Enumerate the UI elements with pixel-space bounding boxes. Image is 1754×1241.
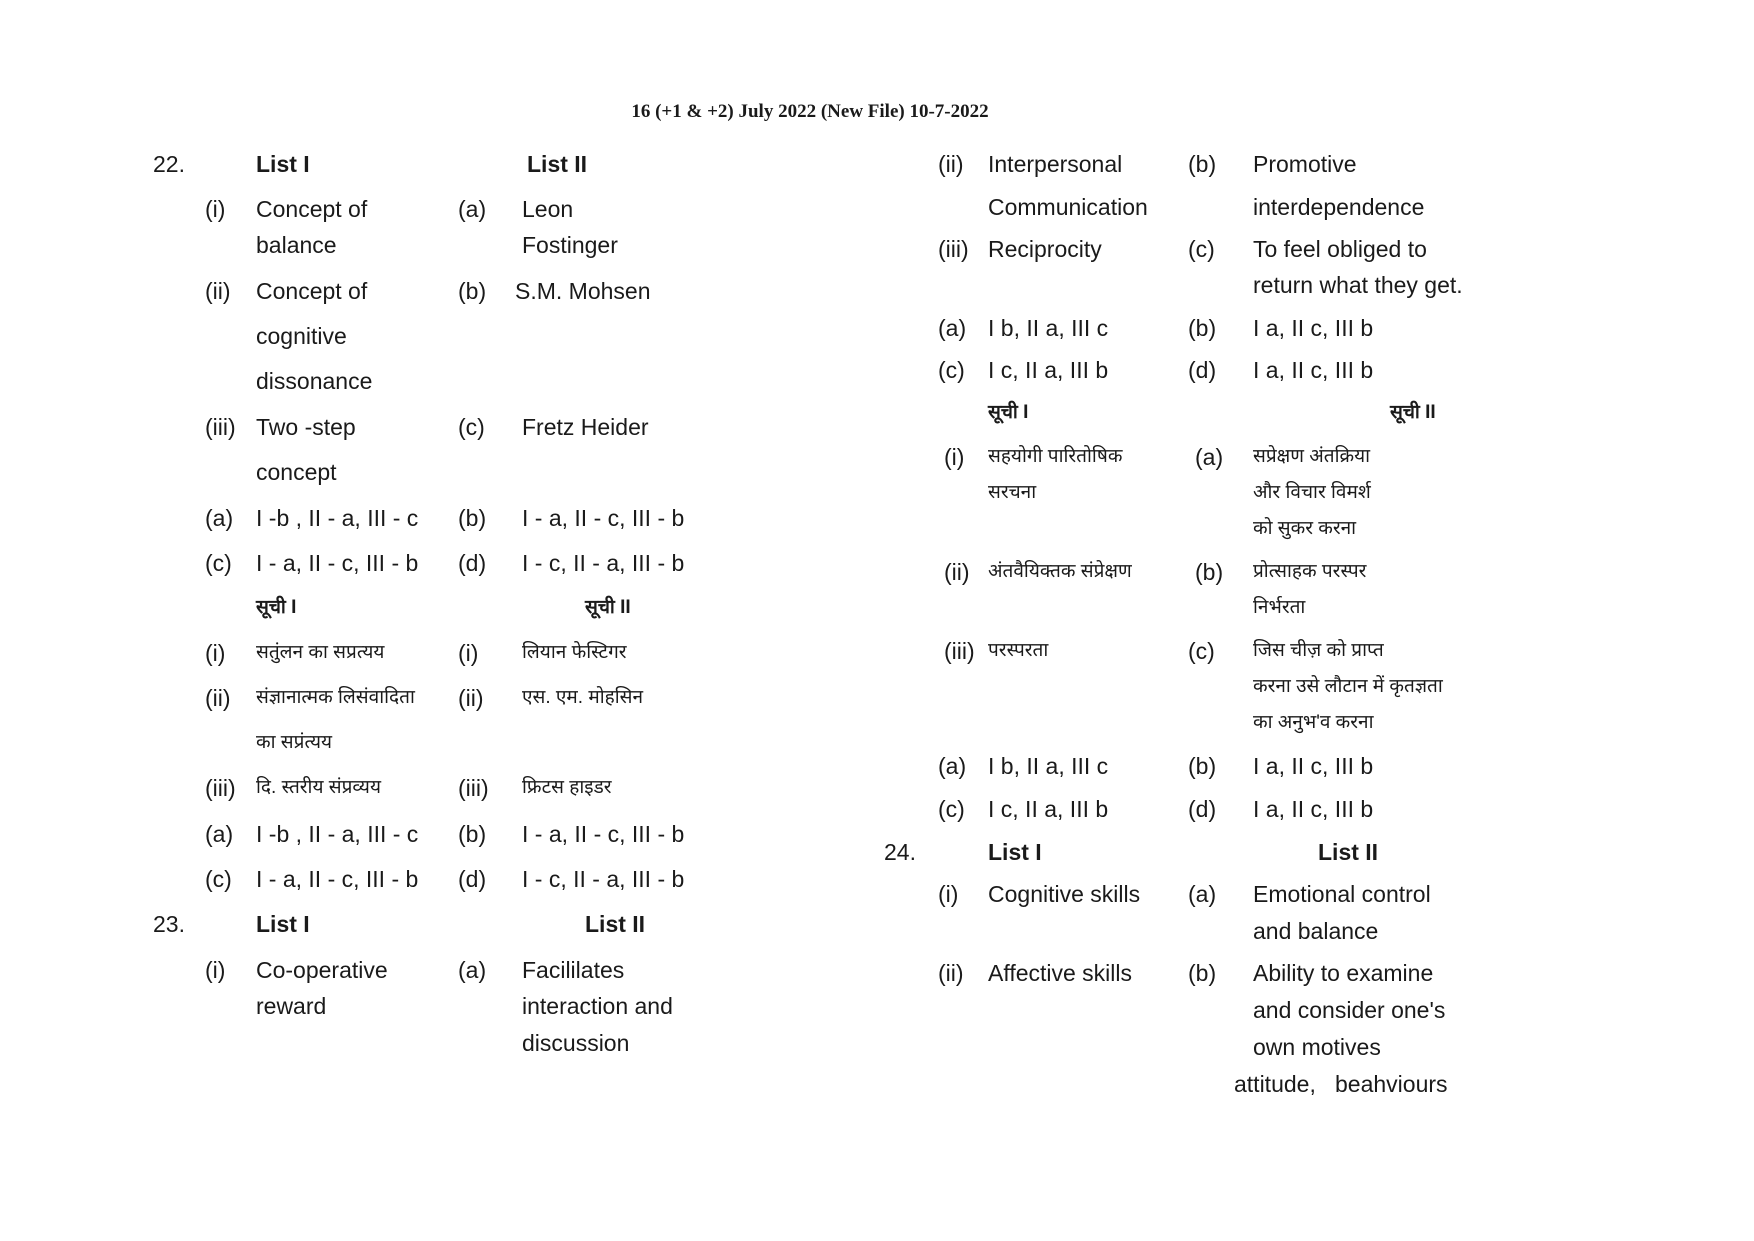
q22-hindi-option-c-label: (c) — [205, 866, 232, 892]
q22-option-d-text: I - c, II - a, III - b — [522, 550, 685, 576]
q23-hindi-item-1-list2-line: और विचार विमर्श — [1253, 482, 1371, 503]
q23-hindi-item-3-roman: (iii) — [944, 638, 975, 664]
q22-hindi-item-2-letter: (ii) — [458, 685, 484, 711]
q23-hindi-item-1-list1-line: सहयोगी पारितोषिक — [988, 446, 1123, 467]
q24-item-1-letter: (a) — [1188, 881, 1217, 907]
q22-item-1-roman: (i) — [205, 196, 226, 222]
q22-hindi-item-1-letter: (i) — [458, 640, 479, 666]
q23-item-1-list2-line: Facililates — [522, 957, 625, 983]
q23-item-3-list2-line: To feel obliged to — [1253, 236, 1427, 262]
q23-hindi-item-1-letter: (a) — [1195, 444, 1224, 470]
q22-item-3-list1-line: Two -step — [256, 414, 356, 440]
q22-item-3-list1-line: concept — [256, 459, 337, 485]
q22-hindi-option-d-label: (d) — [458, 866, 487, 892]
q23-hindi-option-d-label: (d) — [1188, 796, 1217, 822]
q23-hindi-item-1-list2-line: को सुकर करना — [1253, 518, 1357, 539]
q23-hindi-item-3-letter: (c) — [1188, 638, 1215, 664]
q23-hindi-item-2-letter: (b) — [1195, 559, 1224, 585]
q23-hindi-option-c-label: (c) — [938, 796, 965, 822]
q23-hindi-list2-heading: सूची II — [1390, 402, 1436, 423]
q22-list2-heading: List II — [527, 151, 588, 177]
q23-hindi-option-b-label: (b) — [1188, 753, 1217, 779]
q23-hindi-option-d-text: I a, II c, III b — [1253, 796, 1374, 822]
q23-item-1-letter: (a) — [458, 957, 487, 983]
q22-hindi-item-1-roman: (i) — [205, 640, 226, 666]
q23-item-3-list1-line: Reciprocity — [988, 236, 1102, 262]
q23-item-1-list1-line: reward — [256, 993, 327, 1019]
q23-hindi-item-2-list1-line: अंतवैयिक्तक संप्रेक्षण — [988, 561, 1132, 582]
q22-option-a-label: (a) — [205, 505, 234, 531]
q23-option-a-text: I b, II a, III c — [988, 315, 1109, 341]
q23-option-d-label: (d) — [1188, 357, 1217, 383]
q22-hindi-item-3-roman: (iii) — [205, 775, 236, 801]
q23-option-a-label: (a) — [938, 315, 967, 341]
q23-option-c-text: I c, II a, III b — [988, 357, 1109, 383]
q23-item-2-list2-line: interdependence — [1253, 194, 1425, 220]
q23-option-b-label: (b) — [1188, 315, 1217, 341]
q22-hindi-item-2-roman: (ii) — [205, 685, 231, 711]
q22-hindi-item-1-list1-line: सतुंलन का सप्रत्यय — [256, 642, 385, 663]
q23-hindi-option-b-text: I a, II c, III b — [1253, 753, 1374, 779]
question-23-number: 23. — [153, 911, 185, 937]
q22-hindi-list2-heading: सूची II — [585, 597, 631, 618]
q23-item-2-list2-line: Promotive — [1253, 151, 1357, 177]
q22-item-3-letter: (c) — [458, 414, 485, 440]
q22-hindi-item-2-list1-line: का सप्रंत्यय — [256, 732, 332, 753]
q23-hindi-item-3-list2-line: का अनुभ'व करना — [1253, 712, 1374, 733]
q23-hindi-item-3-list2-line: करना उसे लौटान में कृतज्ञता — [1253, 676, 1443, 697]
q24-item-2-roman: (ii) — [938, 960, 964, 986]
q23-item-1-roman: (i) — [205, 957, 226, 983]
q23-hindi-item-3-list1-line: परस्परता — [988, 640, 1049, 661]
q22-hindi-option-a-label: (a) — [205, 821, 234, 847]
q23-hindi-item-2-roman: (ii) — [944, 559, 970, 585]
q24-item-2-list2-line: and consider one's — [1253, 997, 1446, 1023]
q22-item-2-roman: (ii) — [205, 278, 231, 304]
q22-item-1-letter: (a) — [458, 196, 487, 222]
q22-option-b-label: (b) — [458, 505, 487, 531]
q23-item-2-list1-line: Communication — [988, 194, 1148, 220]
q22-hindi-item-3-list1-line: दि. स्तरीय संप्रव्यय — [256, 777, 381, 798]
q22-item-3-list2-line: Fretz Heider — [522, 414, 649, 440]
q22-list1-heading: List I — [256, 151, 310, 177]
q23-hindi-item-2-list2-line: प्रोत्साहक परस्पर — [1253, 561, 1367, 582]
q22-hindi-option-b-label: (b) — [458, 821, 487, 847]
q23-option-b-text: I a, II c, III b — [1253, 315, 1374, 341]
question-24-number: 24. — [884, 839, 916, 865]
q22-item-1-list2-line: Fostinger — [522, 232, 618, 258]
q22-hindi-option-a-text: I -b , II - a, III - c — [256, 821, 419, 847]
q23-item-1-list2-line: discussion — [522, 1030, 630, 1056]
q23-hindi-item-2-list2-line: निर्भरता — [1253, 597, 1306, 618]
q22-item-2-list1-line: dissonance — [256, 368, 373, 394]
q23-option-d-text: I a, II c, III b — [1253, 357, 1374, 383]
q23-list1-heading: List I — [256, 911, 310, 937]
q23-item-2-letter: (b) — [1188, 151, 1217, 177]
q22-item-1-list1-line: balance — [256, 232, 337, 258]
q24-item-2-letter: (b) — [1188, 960, 1217, 986]
q23-item-1-list2-line: interaction and — [522, 993, 673, 1019]
q23-item-2-list1-line: Interpersonal — [988, 151, 1123, 177]
q22-hindi-list1-heading: सूची I — [256, 597, 297, 618]
q24-item-1-list2-line: and balance — [1253, 918, 1379, 944]
q23-option-c-label: (c) — [938, 357, 965, 383]
q22-option-b-text: I - a, II - c, III - b — [522, 505, 685, 531]
q22-hindi-item-2-list1-line: संज्ञानात्मक लिसंवादिता — [256, 687, 415, 708]
q23-list2-heading: List II — [585, 911, 646, 937]
q24-item-2-list2-line: Ability to examine — [1253, 960, 1434, 986]
q24-item-2-list1-line: Affective skills — [988, 960, 1133, 986]
q22-item-2-letter: (b) — [458, 278, 487, 304]
q24-list2-heading: List II — [1318, 839, 1379, 865]
q23-hindi-item-1-list2-line: सप्रेक्षण अंतक्रिया — [1253, 446, 1371, 467]
q22-option-d-label: (d) — [458, 550, 487, 576]
q23-hindi-list1-heading: सूची I — [988, 402, 1029, 423]
q22-item-1-list2-line: Leon — [522, 196, 574, 222]
q22-item-2-list2-line: S.M. Mohsen — [515, 278, 651, 304]
q24-list1-heading: List I — [988, 839, 1042, 865]
q23-hindi-item-1-list1-line: सरचना — [988, 482, 1037, 503]
q22-option-a-text: I -b , II - a, III - c — [256, 505, 419, 531]
q22-hindi-item-1-list2-line: लियान फेस्टिगर — [522, 642, 627, 663]
q22-hindi-option-c-text: I - a, II - c, III - b — [256, 866, 419, 892]
question-22-number: 22. — [153, 151, 185, 177]
page-header: 16 (+1 & +2) July 2022 (New File) 10-7-2022 — [631, 101, 989, 122]
q24-item-1-list1-line: Cognitive skills — [988, 881, 1141, 907]
q24-item-2-list2-line: attitude, beahviours — [1234, 1071, 1448, 1097]
q23-item-3-list2-line: return what they get. — [1253, 272, 1463, 298]
q22-item-1-list1-line: Concept of — [256, 196, 368, 222]
q22-option-c-label: (c) — [205, 550, 232, 576]
q23-item-3-letter: (c) — [1188, 236, 1215, 262]
q22-option-c-text: I - a, II - c, III - b — [256, 550, 419, 576]
q22-item-3-roman: (iii) — [205, 414, 236, 440]
q23-item-2-roman: (ii) — [938, 151, 964, 177]
q24-item-2-list2-line: own motives — [1253, 1034, 1381, 1060]
q23-hindi-item-3-list2-line: जिस चीज़ को प्राप्त — [1253, 640, 1384, 661]
q23-hindi-option-a-label: (a) — [938, 753, 967, 779]
q22-hindi-item-3-list2-line: फ्रिटस हाइडर — [522, 777, 612, 798]
q22-item-2-list1-line: cognitive — [256, 323, 347, 349]
q22-hindi-item-3-letter: (iii) — [458, 775, 489, 801]
q23-hindi-option-a-text: I b, II a, III c — [988, 753, 1109, 779]
q22-item-2-list1-line: Concept of — [256, 278, 368, 304]
q22-hindi-option-d-text: I - c, II - a, III - b — [522, 866, 685, 892]
q23-item-3-roman: (iii) — [938, 236, 969, 262]
q22-hindi-item-2-list2-line: एस. एम. मोहसिन — [522, 687, 644, 708]
q23-hindi-item-1-roman: (i) — [944, 444, 965, 470]
q24-item-1-list2-line: Emotional control — [1253, 881, 1431, 907]
q23-hindi-option-c-text: I c, II a, III b — [988, 796, 1109, 822]
q23-item-1-list1-line: Co-operative — [256, 957, 388, 983]
q22-hindi-option-b-text: I - a, II - c, III - b — [522, 821, 685, 847]
q24-item-1-roman: (i) — [938, 881, 959, 907]
